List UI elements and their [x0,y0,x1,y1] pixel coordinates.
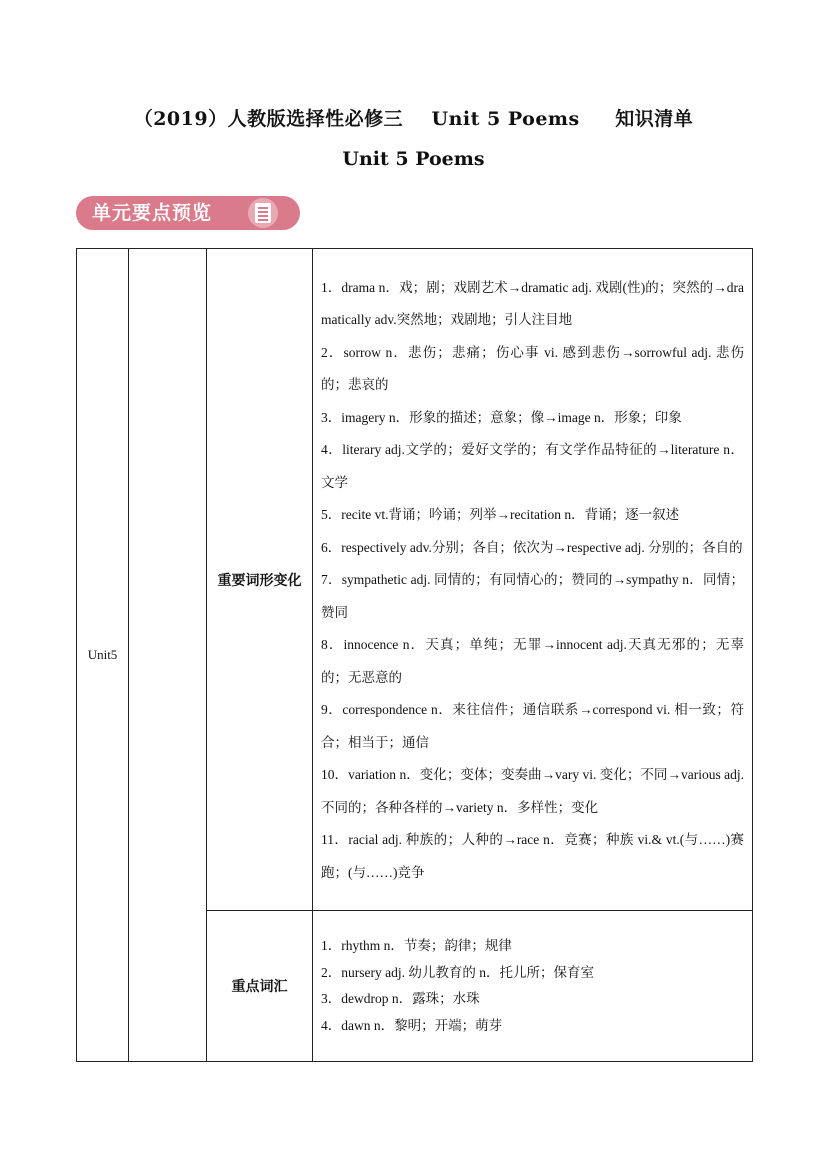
list-item: 9．correspondence n．来往信件；通信联系→correspond vi. 相一致；符合；相当于；通信 [321,702,744,750]
list-item: 11．racial adj. 种族的；人种的→race n．竞赛；种族 vi.& vt.(与……)赛跑；(与……)竞争 [321,832,744,880]
unit-label: Unit5 [87,647,118,662]
key-vocabulary-list [313,927,752,1045]
document-title: （2019）人教版选择性必修三 Unit 5 Poems 知识清单 [133,108,694,130]
document-icon [248,198,278,228]
list-item: 6．respectively adv.分别；各自；依次为→respective adj. 分别的；各自的 [321,539,743,555]
list-item: 8．innocence n．天真；单纯；无罪→innocent adj.天真无邪的；无辜的；无恶意的 [321,637,744,685]
list-item: 3．imagery n．形象的描述；意象；像→image n．形象；印象 [321,409,682,425]
section-banner [76,196,300,230]
category-cell-key-vocabulary [207,911,313,1062]
list-item: 3．dewdrop n．露珠；水珠 [321,991,480,1006]
list-item: 2．sorrow n．悲伤；悲痛；伤心事 vi. 感到悲伤→sorrowful adj. 悲伤的；悲哀的 [321,344,744,393]
banner-label: 单元要点预览 [92,202,213,224]
list-item: 5．recite vt.背诵；吟诵；列举→recitation n．背诵；逐一叙述 [321,507,680,523]
category-cell-word-forms [207,249,313,911]
empty-column-cell [129,249,207,1062]
unit-cell [77,249,129,1062]
key-vocabulary-cell [313,911,753,1062]
list-item: 4．dawn n．黎明；开端；萌芽 [321,1017,503,1033]
list-item: 1．rhythm n．节奏；韵律；规律 [321,938,512,953]
category-label: 重点词汇 [231,979,288,995]
list-item: 1．drama n．戏；剧；戏剧艺术→dramatic adj. 戏剧(性)的；突然的→dramatically adv.突然地；戏剧地；引人注目地 [321,279,744,328]
list-item: 7．sympathetic adj. 同情的；有同情心的；赞同的→sympathy n．同情；赞同 [321,572,744,620]
word-forms-list [313,264,752,896]
word-forms-cell [313,249,753,911]
list-item: 2．nursery adj. 幼儿教育的 n．托儿所；保育室 [321,964,594,980]
knowledge-table [76,248,753,1062]
list-item: 10．variation n．变化；变体；变奏曲→vary vi. 变化；不同→various adj. 不同的；各种各样的→variety n．多样性；变化 [321,767,744,815]
category-label: 重要词形变化 [217,572,302,589]
list-item: 4．literary adj.文学的；爱好文学的；有文学作品特征的→literature n．文学 [321,442,744,490]
document-subtitle: Unit 5 Poems [342,148,485,170]
